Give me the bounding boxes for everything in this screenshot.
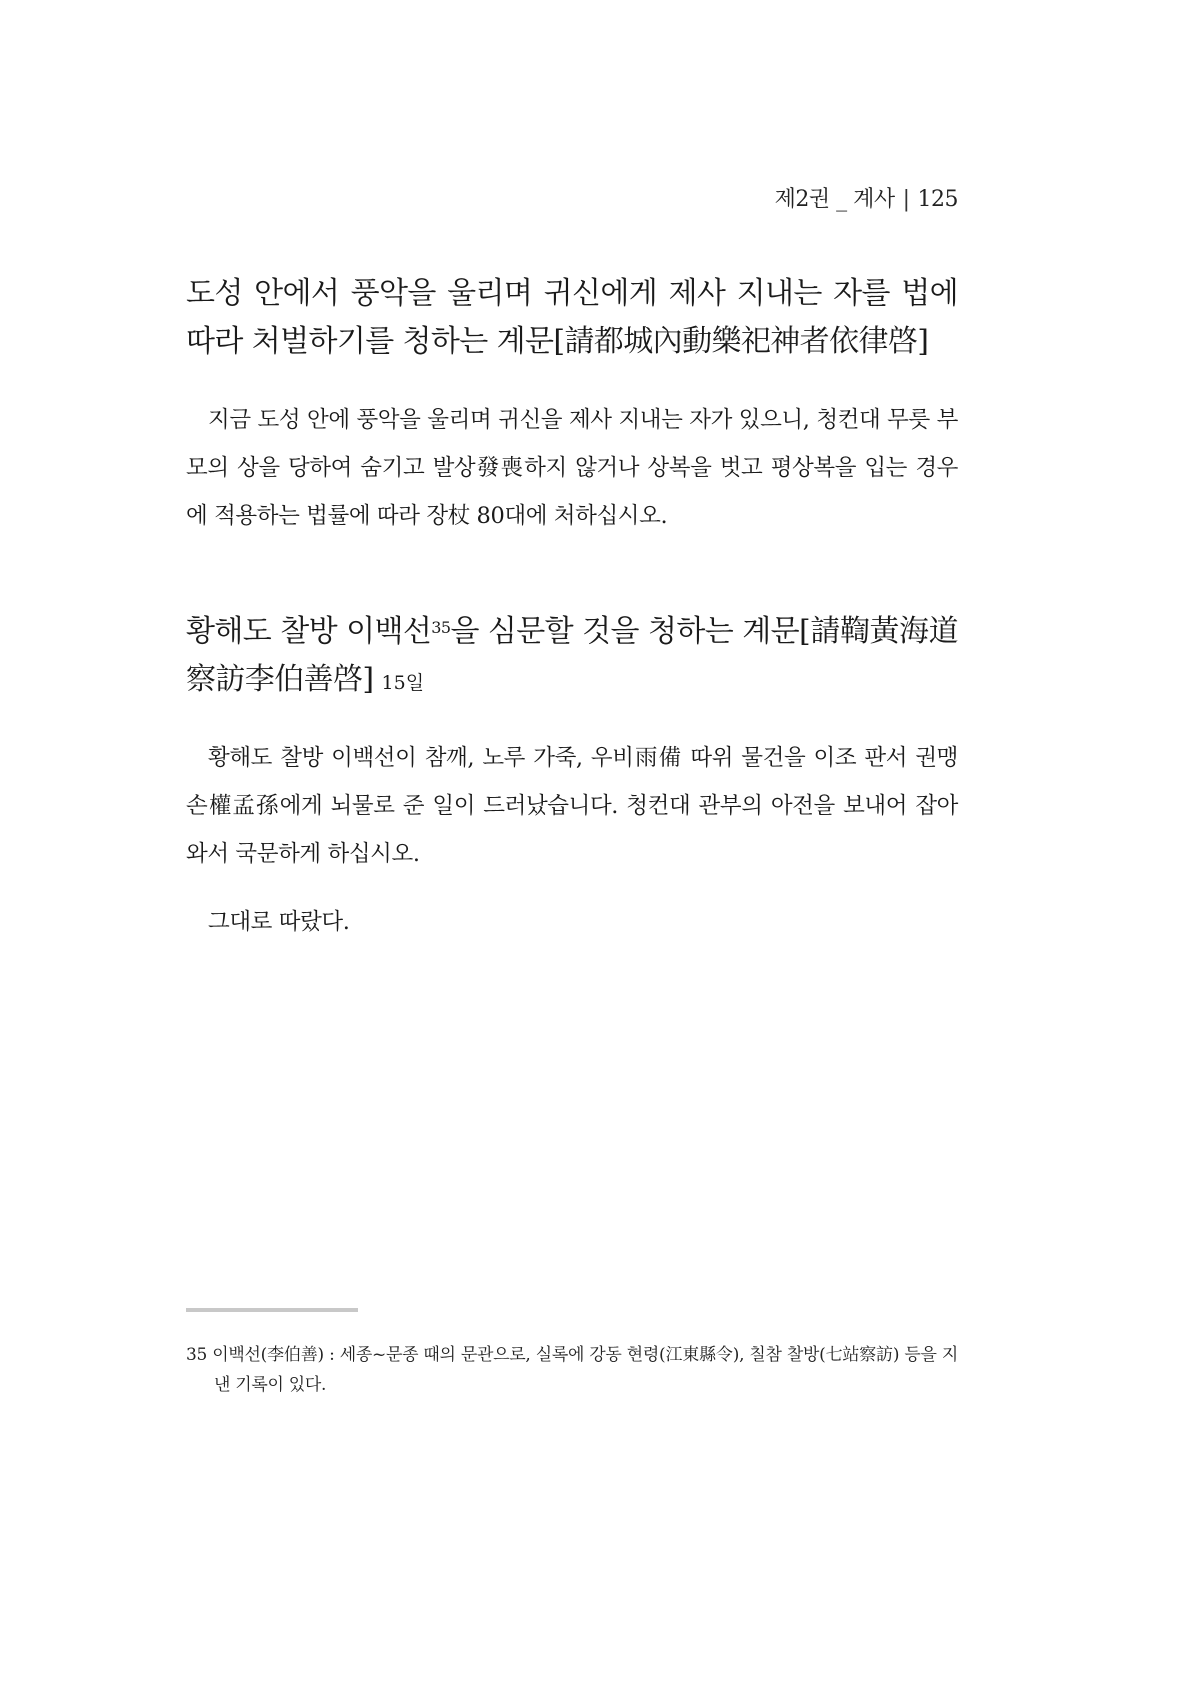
section-1-paragraph: 지금 도성 안에 풍악을 울리며 귀신을 제사 지내는 자가 있으니, 청컨대 무릇 부모의 상을 당하여 숨기고 발상發喪하지 않거나 상복을 벗고 평상복을 입는 경우에 적용하는 법률에 따라 장杖 80대에 처하십시오. [186, 407, 958, 529]
running-head-separator: | [902, 187, 910, 212]
running-head-book: 제2권 _ 계사 [774, 187, 895, 212]
footnote-text: 이백선(李伯善) : 세종~문종 때의 문관으로, 실록에 강동 현령(江東縣令), 칠참 찰방(七站察訪) 등을 지낸 기록이 있다. [212, 1345, 958, 1395]
page-number: 125 [917, 187, 958, 212]
section-2-paragraph-1: 황해도 찰방 이백선이 참깨, 노루 가죽, 우비雨備 따위 물건을 이조 판서 권맹손權孟孫에게 뇌물로 준 일이 드러났습니다. 청컨대 관부의 아전을 보내어 잡아 와서 국문하게 하십시오. [186, 745, 958, 867]
footnote-divider [186, 1308, 358, 1312]
section-heading-1: 도성 안에서 풍악을 울리며 귀신에게 제사 지내는 자를 법에 따라 처벌하기를 청하는 계문[請都城內動樂祀神者依律啓] [186, 276, 958, 359]
section-2-paragraph-2: 그대로 따랐다. [208, 909, 350, 935]
running-head [775, 182, 958, 213]
section-heading-2-date: 15일 [381, 672, 425, 694]
section-heading-2-text-b: 을 심문할 것을 청하는 계문[請鞫黃海道察訪李伯善啓] [186, 614, 958, 697]
section-heading-2 [186, 608, 958, 707]
section-heading-2-text-a: 황해도 찰방 이백선 [186, 614, 432, 649]
footnote-marker: 35 [431, 618, 451, 637]
footnote-number: 35 [186, 1345, 208, 1365]
footnote [186, 1340, 958, 1400]
